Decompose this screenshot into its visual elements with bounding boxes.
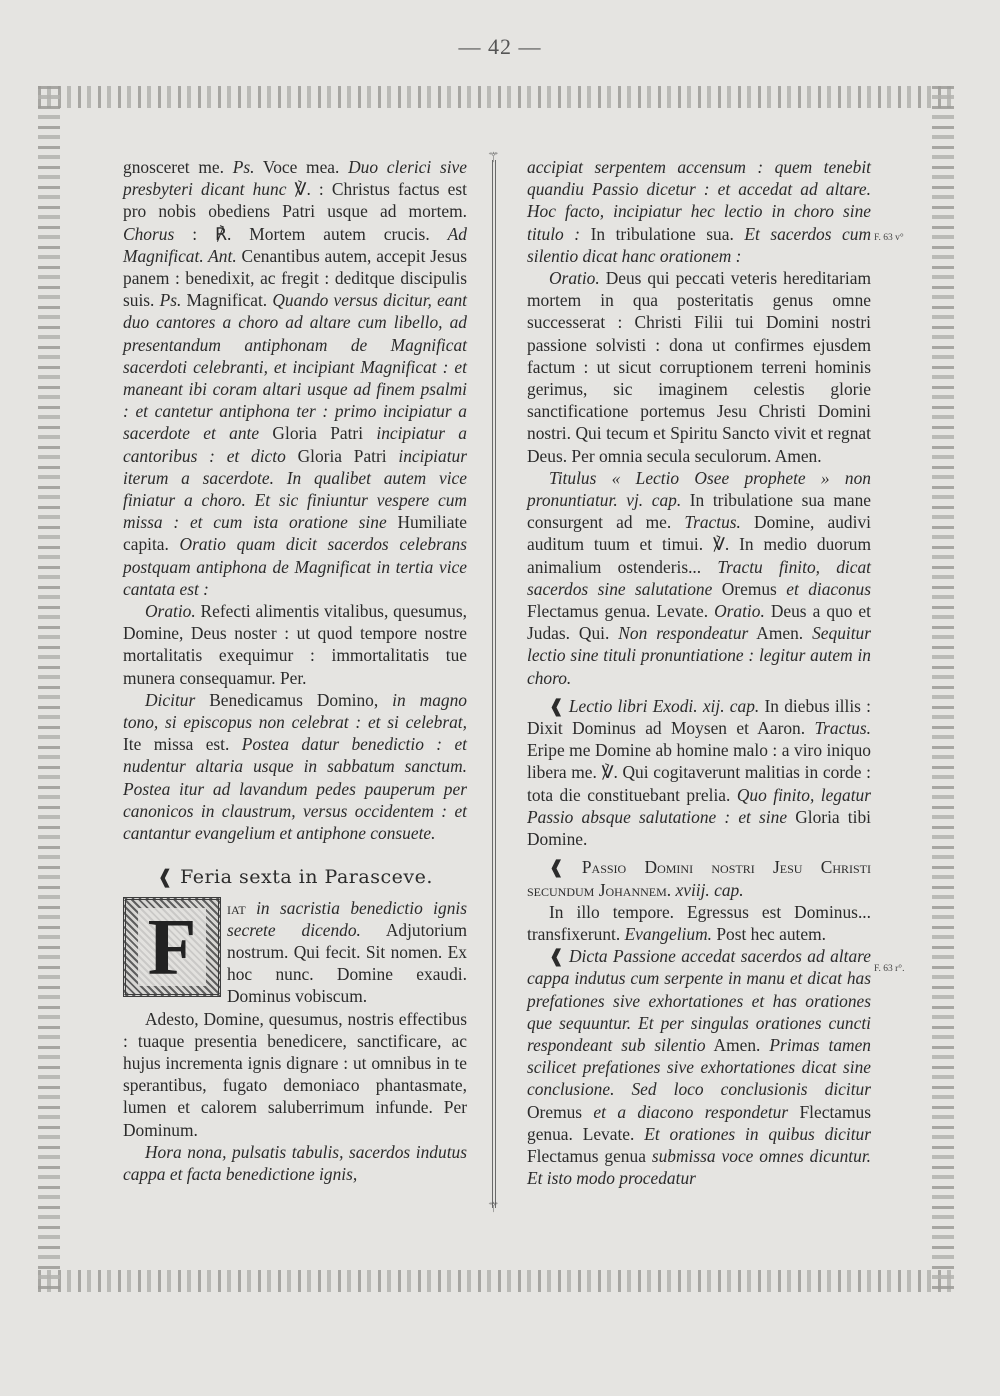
dropcap: F <box>123 897 221 997</box>
paragraph: Oratio. Refecti alimentis vitalibus, quesumus, Domine, Deus noster : ut quod tempore nostre mortalitatis exequimur : immortalitatis tue munera consequamur. Per. <box>123 601 467 688</box>
right-column <box>527 156 871 1189</box>
paragraph: Dicitur Benedicamus Domino, in magno tono, si episcopus non celebrat : et si celebrat, Ite missa est. Postea datur benedictio : et nudentur altaria usque in sabbatum sanctum. Postea itur ad lavandum pedes pauperum per canonicos in claustrum, versus occidentem : et cantantur evangelium et antiphone consuete. <box>123 689 467 844</box>
paragraph: Titulus « Lectio Osee prophete » non pronuntiatur. vj. cap. In tribulatione sua mane consurgent ad me. Tractus. Domine, audivi auditum tuum et timui. ℣. In medio duorum animalium ostenderis... Tractu finito, dicat sacerdos sine salutatione Oremus et diaconus Flectamus genua. Levate. Oratio. Deus a quo et Judas. Qui. Non respondeatur Amen. Sequitur lectio sine tituli pronuntiatione : legitur autem in choro. <box>527 467 872 688</box>
paragraph: gnosceret me. Ps. Voce mea. Duo clerici sive presbyteri dicant hunc ℣. : Christus factus est pro nobis obediens Patri usque ad mortem. Chorus : ℟. Mortem autem crucis. Ad Magnificat. Ant. Cenantibus autem, accepit Jesus panem : benedixit, ac fregit : deditque discipulis suis. Ps. Magnificat. Quando versus dicitur, eant duo cantores a choro ad altare cum libello, ad presentandum antiphonam de Magnificat sacerdoti celebranti, et incipiant Magnificat : et maneant ibi coram altari usque ad finem psalmi : et cantetur antiphona ter : primo incipiatur a sacerdote et ante Gloria Patri incipiatur a cantoribus : et dicto Gloria Patri incipiatur iterum a sacerdote. In qualibet autem vice finiatur a choro. Et sic finiuntur vespere cum missa : et cum ista oratione sine Humiliate capita. Oratio quam dicit sacerdos celebrans postquam antiphona de Magnificat in tertia vice cantata est : <box>123 157 468 599</box>
ornamental-border-top <box>38 86 954 108</box>
paragraph: Oratio. Deus qui peccati veteris hereditariam mortem in qua posteritatis genus omne successerat : Christi Filii tui Domini nostri passione solvisti : dona ut confirmes ejusdem factum : ut sicut corruptionem terreni hominis gerimus, sic imaginem celestis glorie sanctificatione portemus Jesu Christi Domini nostri. Qui tecum et Spiritu Sancto vivit et regnat Deus. Per omnia secula seculorum. Amen. <box>527 268 871 466</box>
rule-bottom-ornament: ⚚ <box>487 1201 500 1216</box>
paragraph: Adesto, Domine, quesumus, nostris effectibus : tuaque presentia benedicere, sanctificare, ac hujus incrementa ignis dignare : ut omnibus in te sperantibus, fugato demoniaco phantasmate, lumen et calorem saluberrimum infunde. Per Dominum. <box>123 1008 467 1140</box>
margin-note-2: F. 63 r°. <box>874 964 905 974</box>
paragraph: ❰ Passio Domini nostri Jesu Christi secundum Johannem. xviij. cap. <box>527 857 871 900</box>
paragraph: ❰ Lectio libri Exodi. xij. cap. In diebus illis : Dixit Dominus ad Moysen et Aaron. Tractus. Eripe me Domine ab homine malo : a viro iniquo libera me. ℣. Qui cogitaverunt malitias in corde : tota die constituebant prelia. Quo finito, legatur Passio absque salutatione : et sine Gloria tibi Domine. <box>527 695 871 850</box>
column-rule <box>492 160 496 1208</box>
ornamental-border-right <box>932 86 954 1292</box>
rule-top-ornament: ⚚ <box>487 151 500 166</box>
paragraph: ❰ Dicta Passione accedat sacerdos ad altare cappa indutus cum serpente in manu et dicat has prefationes sive exhortationes et has orationes que sequuntur. Et per singulas orationes cuncti respondeant sub silentio Amen. Primas tamen scilicet prefationes sive exhortationes dicat sine conclusione. Sed loco conclusionis dicitur Oremus et a diacono respondetur Flectamus genua. Levate. Et orationes in quibus dicitur Flectamus genua submissa voce omnes dicuntur. Et isto modo procedatur <box>527 946 872 1189</box>
page-number: — 42 — <box>458 34 542 59</box>
paragraph: Hora nona, pulsatis tabulis, sacerdos indutus cappa et facta benedictione ignis, <box>123 1141 467 1184</box>
section-heading: ❰ Feria sexta in Parasceve. <box>157 866 433 889</box>
margin-note-1: F. 63 v° <box>874 233 904 243</box>
paragraph: F iat in sacristia benedictio ignis secrete dicendo. Adjutorium nostrum. Qui fecit. Sit nomen. Ex hoc nunc. Domine exaudi. Dominus vobiscum. <box>123 897 467 1008</box>
ornamental-border-left <box>38 86 60 1292</box>
paragraph: accipiat serpentem accensum : quem tenebit quandiu Passio dicetur : et accedat ad altare. Hoc facto, incipiatur hec lectio in choro sine titulo : In tribulatione sua. Et sacerdos cum silentio dicat hanc orationem : <box>527 157 872 266</box>
paragraph: In illo tempore. Egressus est Dominus... transfixerunt. Evangelium. Post hec autem. <box>527 901 871 944</box>
ornamental-border-bottom <box>38 1270 954 1292</box>
left-column <box>123 156 467 1185</box>
